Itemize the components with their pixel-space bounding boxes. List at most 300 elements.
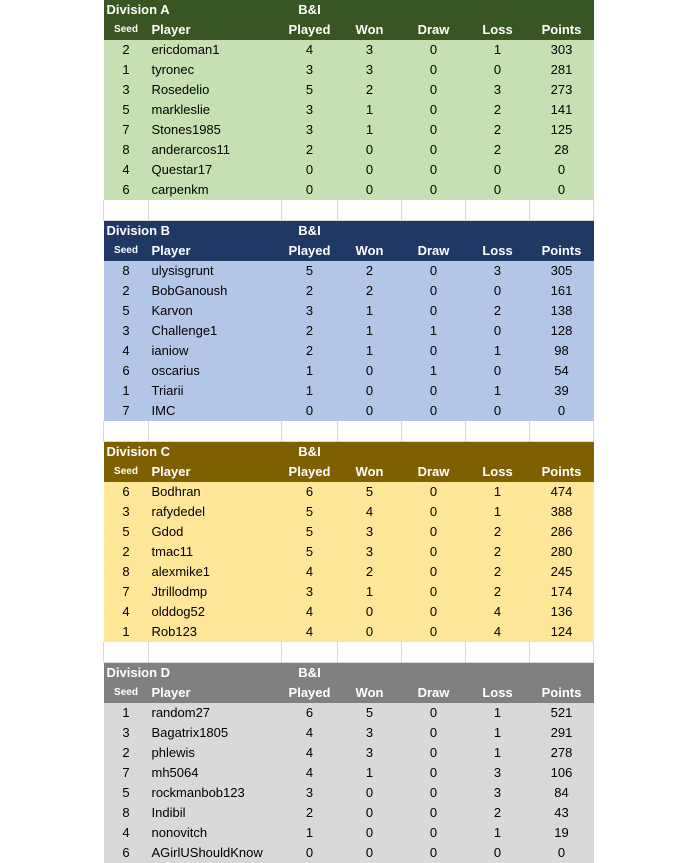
empty-cell [149, 421, 282, 442]
won-cell: 0 [365, 383, 374, 398]
empty-cell [282, 200, 338, 221]
won-cell: 0 [365, 825, 374, 840]
player-cell: mh5064 [151, 765, 199, 780]
seed-cell: 1 [122, 383, 130, 398]
seed-cell: 5 [122, 785, 130, 800]
player-cell: Bodhran [151, 484, 201, 499]
column-header-won: Won [355, 685, 384, 700]
won-cell: 1 [365, 323, 374, 338]
seed-cell: 1 [122, 62, 130, 77]
player-cell: markleslie [151, 102, 211, 117]
column-header-points: Points [541, 22, 582, 37]
loss-cell: 0 [493, 62, 502, 77]
draw-cell: 0 [429, 263, 438, 278]
points-cell: 106 [550, 765, 573, 780]
draw-cell: 0 [429, 765, 438, 780]
division-d-header-row [104, 683, 594, 703]
won-cell: 0 [365, 624, 374, 639]
empty-cell [402, 642, 466, 663]
seed-cell: 2 [122, 745, 130, 760]
draw-cell: 0 [429, 745, 438, 760]
played-cell: 4 [305, 725, 314, 740]
seed-cell: 7 [122, 403, 130, 418]
draw-cell: 0 [429, 624, 438, 639]
played-cell: 4 [305, 604, 314, 619]
won-cell: 0 [365, 604, 374, 619]
player-cell: Indibil [151, 805, 186, 820]
player-cell: tyronec [151, 62, 195, 77]
empty-cell [466, 421, 530, 442]
played-cell: 6 [305, 484, 314, 499]
column-header-played: Played [288, 685, 331, 700]
loss-cell: 0 [493, 162, 502, 177]
points-cell: 124 [550, 624, 573, 639]
draw-cell: 0 [429, 343, 438, 358]
loss-cell: 2 [493, 584, 502, 599]
seed-cell: 8 [122, 142, 130, 157]
points-cell: 280 [550, 544, 573, 559]
loss-cell: 3 [493, 82, 502, 97]
seed-cell: 3 [122, 725, 130, 740]
table-row [104, 823, 594, 843]
points-cell: 125 [550, 122, 573, 137]
empty-cell [466, 663, 530, 684]
division-name: Division A [106, 2, 170, 17]
column-header-played: Played [288, 243, 331, 258]
played-cell: 1 [305, 825, 314, 840]
won-cell: 0 [365, 363, 374, 378]
column-header-draw: Draw [417, 243, 450, 258]
player-cell: ulysisgrunt [151, 263, 214, 278]
loss-cell: 1 [493, 484, 502, 499]
table-row [104, 401, 594, 421]
division-a-header-row [104, 20, 594, 40]
seed-cell: 7 [122, 765, 130, 780]
won-cell: 2 [365, 564, 374, 579]
column-header-played: Played [288, 22, 331, 37]
draw-cell: 0 [429, 504, 438, 519]
loss-cell: 3 [493, 765, 502, 780]
seed-cell: 4 [122, 604, 130, 619]
table-row [104, 602, 594, 622]
won-cell: 2 [365, 283, 374, 298]
draw-cell: 0 [429, 122, 438, 137]
won-cell: 1 [365, 122, 374, 137]
points-cell: 0 [557, 162, 566, 177]
draw-cell: 0 [429, 162, 438, 177]
empty-cell [530, 642, 594, 663]
table-row [104, 703, 594, 723]
seed-cell: 1 [122, 705, 130, 720]
player-cell: BobGanoush [151, 283, 228, 298]
loss-cell: 2 [493, 303, 502, 318]
loss-cell: 4 [493, 604, 502, 619]
points-cell: 291 [550, 725, 573, 740]
table-row [104, 542, 594, 562]
played-cell: 3 [305, 303, 314, 318]
column-header-loss: Loss [482, 464, 513, 479]
points-cell: 474 [550, 484, 573, 499]
draw-cell: 0 [429, 102, 438, 117]
column-header-loss: Loss [482, 22, 513, 37]
empty-cell [530, 663, 594, 684]
player-cell: IMC [151, 403, 176, 418]
loss-cell: 0 [493, 845, 502, 860]
division-name: Division D [106, 665, 171, 680]
empty-cell [338, 200, 402, 221]
empty-cell [402, 663, 466, 684]
points-cell: 54 [554, 363, 569, 378]
table-row [104, 180, 594, 200]
points-cell: 303 [550, 42, 573, 57]
column-header-player: Player [151, 685, 191, 700]
seed-cell: 6 [122, 363, 130, 378]
loss-cell: 0 [493, 323, 502, 338]
table-row [104, 502, 594, 522]
column-header-points: Points [541, 685, 582, 700]
player-cell: olddog52 [151, 604, 205, 619]
column-header-won: Won [355, 243, 384, 258]
player-cell: Challenge1 [151, 323, 218, 338]
table-row [104, 120, 594, 140]
seed-cell: 7 [122, 122, 130, 137]
empty-cell [149, 642, 282, 663]
division-b-title-row [104, 221, 594, 242]
won-cell: 4 [365, 504, 374, 519]
empty-cell [530, 442, 594, 463]
seed-cell: 4 [122, 162, 130, 177]
player-cell: Triarii [151, 383, 184, 398]
seed-cell: 5 [122, 102, 130, 117]
table-row [104, 743, 594, 763]
player-cell: Bagatrix1805 [151, 725, 229, 740]
standings-body [104, 0, 594, 863]
points-cell: 278 [550, 745, 573, 760]
won-cell: 0 [365, 805, 374, 820]
player-cell: Stones1985 [151, 122, 221, 137]
column-header-seed: Seed [114, 466, 138, 477]
draw-cell: 0 [429, 283, 438, 298]
draw-cell: 0 [429, 825, 438, 840]
played-cell: 0 [305, 845, 314, 860]
points-cell: 521 [550, 705, 573, 720]
draw-cell: 0 [429, 383, 438, 398]
loss-cell: 2 [493, 524, 502, 539]
table-row [104, 281, 594, 301]
played-cell: 4 [305, 624, 314, 639]
sheet-label: B&I [298, 444, 321, 459]
draw-cell: 0 [429, 785, 438, 800]
played-cell: 6 [305, 705, 314, 720]
loss-cell: 0 [493, 403, 502, 418]
column-header-seed: Seed [114, 24, 138, 35]
table-row [104, 783, 594, 803]
table-row [104, 763, 594, 783]
draw-cell: 0 [429, 42, 438, 57]
loss-cell: 3 [493, 785, 502, 800]
seed-cell: 1 [122, 624, 130, 639]
column-header-loss: Loss [482, 243, 513, 258]
sheet-label: B&I [298, 2, 321, 17]
spacer-row [104, 642, 594, 663]
won-cell: 0 [365, 142, 374, 157]
seed-cell: 8 [122, 263, 130, 278]
played-cell: 1 [305, 363, 314, 378]
empty-cell [402, 221, 466, 242]
won-cell: 0 [365, 845, 374, 860]
column-header-player: Player [151, 243, 191, 258]
loss-cell: 1 [493, 825, 502, 840]
played-cell: 4 [305, 42, 314, 57]
points-cell: 43 [554, 805, 569, 820]
empty-cell [104, 200, 149, 221]
points-cell: 388 [550, 504, 573, 519]
won-cell: 0 [365, 403, 374, 418]
played-cell: 3 [305, 62, 314, 77]
player-cell: carpenkm [151, 182, 209, 197]
draw-cell: 0 [429, 584, 438, 599]
loss-cell: 1 [493, 705, 502, 720]
won-cell: 2 [365, 82, 374, 97]
points-cell: 141 [550, 102, 573, 117]
draw-cell: 1 [429, 363, 438, 378]
points-cell: 28 [554, 142, 569, 157]
seed-cell: 6 [122, 845, 130, 860]
player-cell: Rob123 [151, 624, 198, 639]
points-cell: 273 [550, 82, 573, 97]
player-cell: Karvon [151, 303, 193, 318]
draw-cell: 0 [429, 524, 438, 539]
loss-cell: 3 [493, 263, 502, 278]
division-c-header-row [104, 462, 594, 482]
empty-cell [402, 0, 466, 20]
points-cell: 128 [550, 323, 573, 338]
empty-cell [282, 421, 338, 442]
table-row [104, 341, 594, 361]
seed-cell: 3 [122, 504, 130, 519]
player-cell: random27 [151, 705, 211, 720]
draw-cell: 0 [429, 403, 438, 418]
won-cell: 0 [365, 785, 374, 800]
table-row [104, 301, 594, 321]
played-cell: 3 [305, 122, 314, 137]
division-a-title-row [104, 0, 594, 20]
table-row [104, 60, 594, 80]
loss-cell: 0 [493, 182, 502, 197]
seed-cell: 6 [122, 484, 130, 499]
won-cell: 1 [365, 102, 374, 117]
standings-sheet [103, 0, 593, 863]
played-cell: 2 [305, 343, 314, 358]
division-name: Division B [106, 223, 171, 238]
points-cell: 19 [554, 825, 569, 840]
loss-cell: 2 [493, 122, 502, 137]
player-cell: oscarius [151, 363, 200, 378]
loss-cell: 2 [493, 805, 502, 820]
points-cell: 161 [550, 283, 573, 298]
played-cell: 3 [305, 102, 314, 117]
points-cell: 0 [557, 845, 566, 860]
spacer-row [104, 200, 594, 221]
loss-cell: 2 [493, 564, 502, 579]
column-header-won: Won [355, 22, 384, 37]
player-cell: alexmike1 [151, 564, 211, 579]
seed-cell: 3 [122, 323, 130, 338]
won-cell: 5 [365, 705, 374, 720]
seed-cell: 2 [122, 42, 130, 57]
player-cell: Rosedelio [151, 82, 210, 97]
table-row [104, 522, 594, 542]
points-cell: 0 [557, 403, 566, 418]
points-cell: 39 [554, 383, 569, 398]
played-cell: 4 [305, 745, 314, 760]
seed-cell: 4 [122, 825, 130, 840]
table-row [104, 482, 594, 502]
table-row [104, 622, 594, 642]
won-cell: 0 [365, 182, 374, 197]
points-cell: 138 [550, 303, 573, 318]
won-cell: 1 [365, 343, 374, 358]
won-cell: 5 [365, 484, 374, 499]
empty-cell [466, 0, 530, 20]
seed-cell: 7 [122, 584, 130, 599]
table-row [104, 261, 594, 281]
played-cell: 5 [305, 544, 314, 559]
empty-cell [466, 221, 530, 242]
seed-cell: 5 [122, 524, 130, 539]
column-header-seed: Seed [114, 687, 138, 698]
loss-cell: 1 [493, 343, 502, 358]
table-row [104, 140, 594, 160]
draw-cell: 1 [429, 323, 438, 338]
won-cell: 3 [365, 725, 374, 740]
table-row [104, 321, 594, 341]
points-cell: 174 [550, 584, 573, 599]
won-cell: 3 [365, 62, 374, 77]
empty-cell [338, 663, 402, 684]
played-cell: 2 [305, 283, 314, 298]
table-row [104, 803, 594, 823]
played-cell: 3 [305, 584, 314, 599]
table-row [104, 160, 594, 180]
draw-cell: 0 [429, 142, 438, 157]
played-cell: 3 [305, 785, 314, 800]
seed-cell: 2 [122, 544, 130, 559]
played-cell: 5 [305, 504, 314, 519]
column-header-draw: Draw [417, 685, 450, 700]
player-cell: rockmanbob123 [151, 785, 245, 800]
played-cell: 1 [305, 383, 314, 398]
table-row [104, 80, 594, 100]
division-b-header-row [104, 241, 594, 261]
played-cell: 2 [305, 805, 314, 820]
loss-cell: 1 [493, 504, 502, 519]
table-row [104, 100, 594, 120]
empty-cell [338, 421, 402, 442]
empty-cell [530, 421, 594, 442]
player-cell: ianiow [151, 343, 189, 358]
played-cell: 4 [305, 564, 314, 579]
draw-cell: 0 [429, 805, 438, 820]
column-header-loss: Loss [482, 685, 513, 700]
draw-cell: 0 [429, 544, 438, 559]
player-cell: rafydedel [151, 504, 205, 519]
player-cell: anderarcos11 [151, 142, 231, 157]
points-cell: 281 [550, 62, 573, 77]
division-name: Division C [106, 444, 171, 459]
column-header-draw: Draw [417, 464, 450, 479]
draw-cell: 0 [429, 82, 438, 97]
won-cell: 1 [365, 765, 374, 780]
standings-table [103, 0, 594, 863]
draw-cell: 0 [429, 303, 438, 318]
played-cell: 4 [305, 765, 314, 780]
player-cell: ericdoman1 [151, 42, 220, 57]
player-cell: phlewis [151, 745, 195, 760]
column-header-won: Won [355, 464, 384, 479]
player-cell: AGirlUShouldKnow [151, 845, 263, 860]
seed-cell: 5 [122, 303, 130, 318]
empty-cell [104, 421, 149, 442]
played-cell: 5 [305, 524, 314, 539]
loss-cell: 0 [493, 283, 502, 298]
table-row [104, 40, 594, 60]
played-cell: 5 [305, 263, 314, 278]
table-row [104, 582, 594, 602]
player-cell: nonovitch [151, 825, 208, 840]
player-cell: tmac11 [151, 544, 194, 559]
loss-cell: 2 [493, 544, 502, 559]
spacer-row [104, 421, 594, 442]
points-cell: 0 [557, 182, 566, 197]
empty-cell [338, 442, 402, 463]
empty-cell [402, 200, 466, 221]
division-d-title-row [104, 663, 594, 684]
division-c-title-row [104, 442, 594, 463]
column-header-player: Player [151, 464, 191, 479]
empty-cell [466, 442, 530, 463]
won-cell: 1 [365, 584, 374, 599]
points-cell: 136 [550, 604, 573, 619]
empty-cell [338, 642, 402, 663]
won-cell: 1 [365, 303, 374, 318]
empty-cell [338, 221, 402, 242]
empty-cell [530, 0, 594, 20]
played-cell: 0 [305, 403, 314, 418]
seed-cell: 2 [122, 283, 130, 298]
table-row [104, 843, 594, 863]
table-row [104, 723, 594, 743]
loss-cell: 0 [493, 363, 502, 378]
played-cell: 0 [305, 182, 314, 197]
empty-cell [149, 200, 282, 221]
draw-cell: 0 [429, 705, 438, 720]
draw-cell: 0 [429, 604, 438, 619]
draw-cell: 0 [429, 182, 438, 197]
played-cell: 5 [305, 82, 314, 97]
loss-cell: 1 [493, 745, 502, 760]
empty-cell [530, 200, 594, 221]
column-header-player: Player [151, 22, 191, 37]
seed-cell: 3 [122, 82, 130, 97]
column-header-seed: Seed [114, 245, 138, 256]
empty-cell [466, 642, 530, 663]
column-header-points: Points [541, 464, 582, 479]
loss-cell: 4 [493, 624, 502, 639]
loss-cell: 2 [493, 142, 502, 157]
seed-cell: 6 [122, 182, 130, 197]
player-cell: Questar17 [151, 162, 213, 177]
